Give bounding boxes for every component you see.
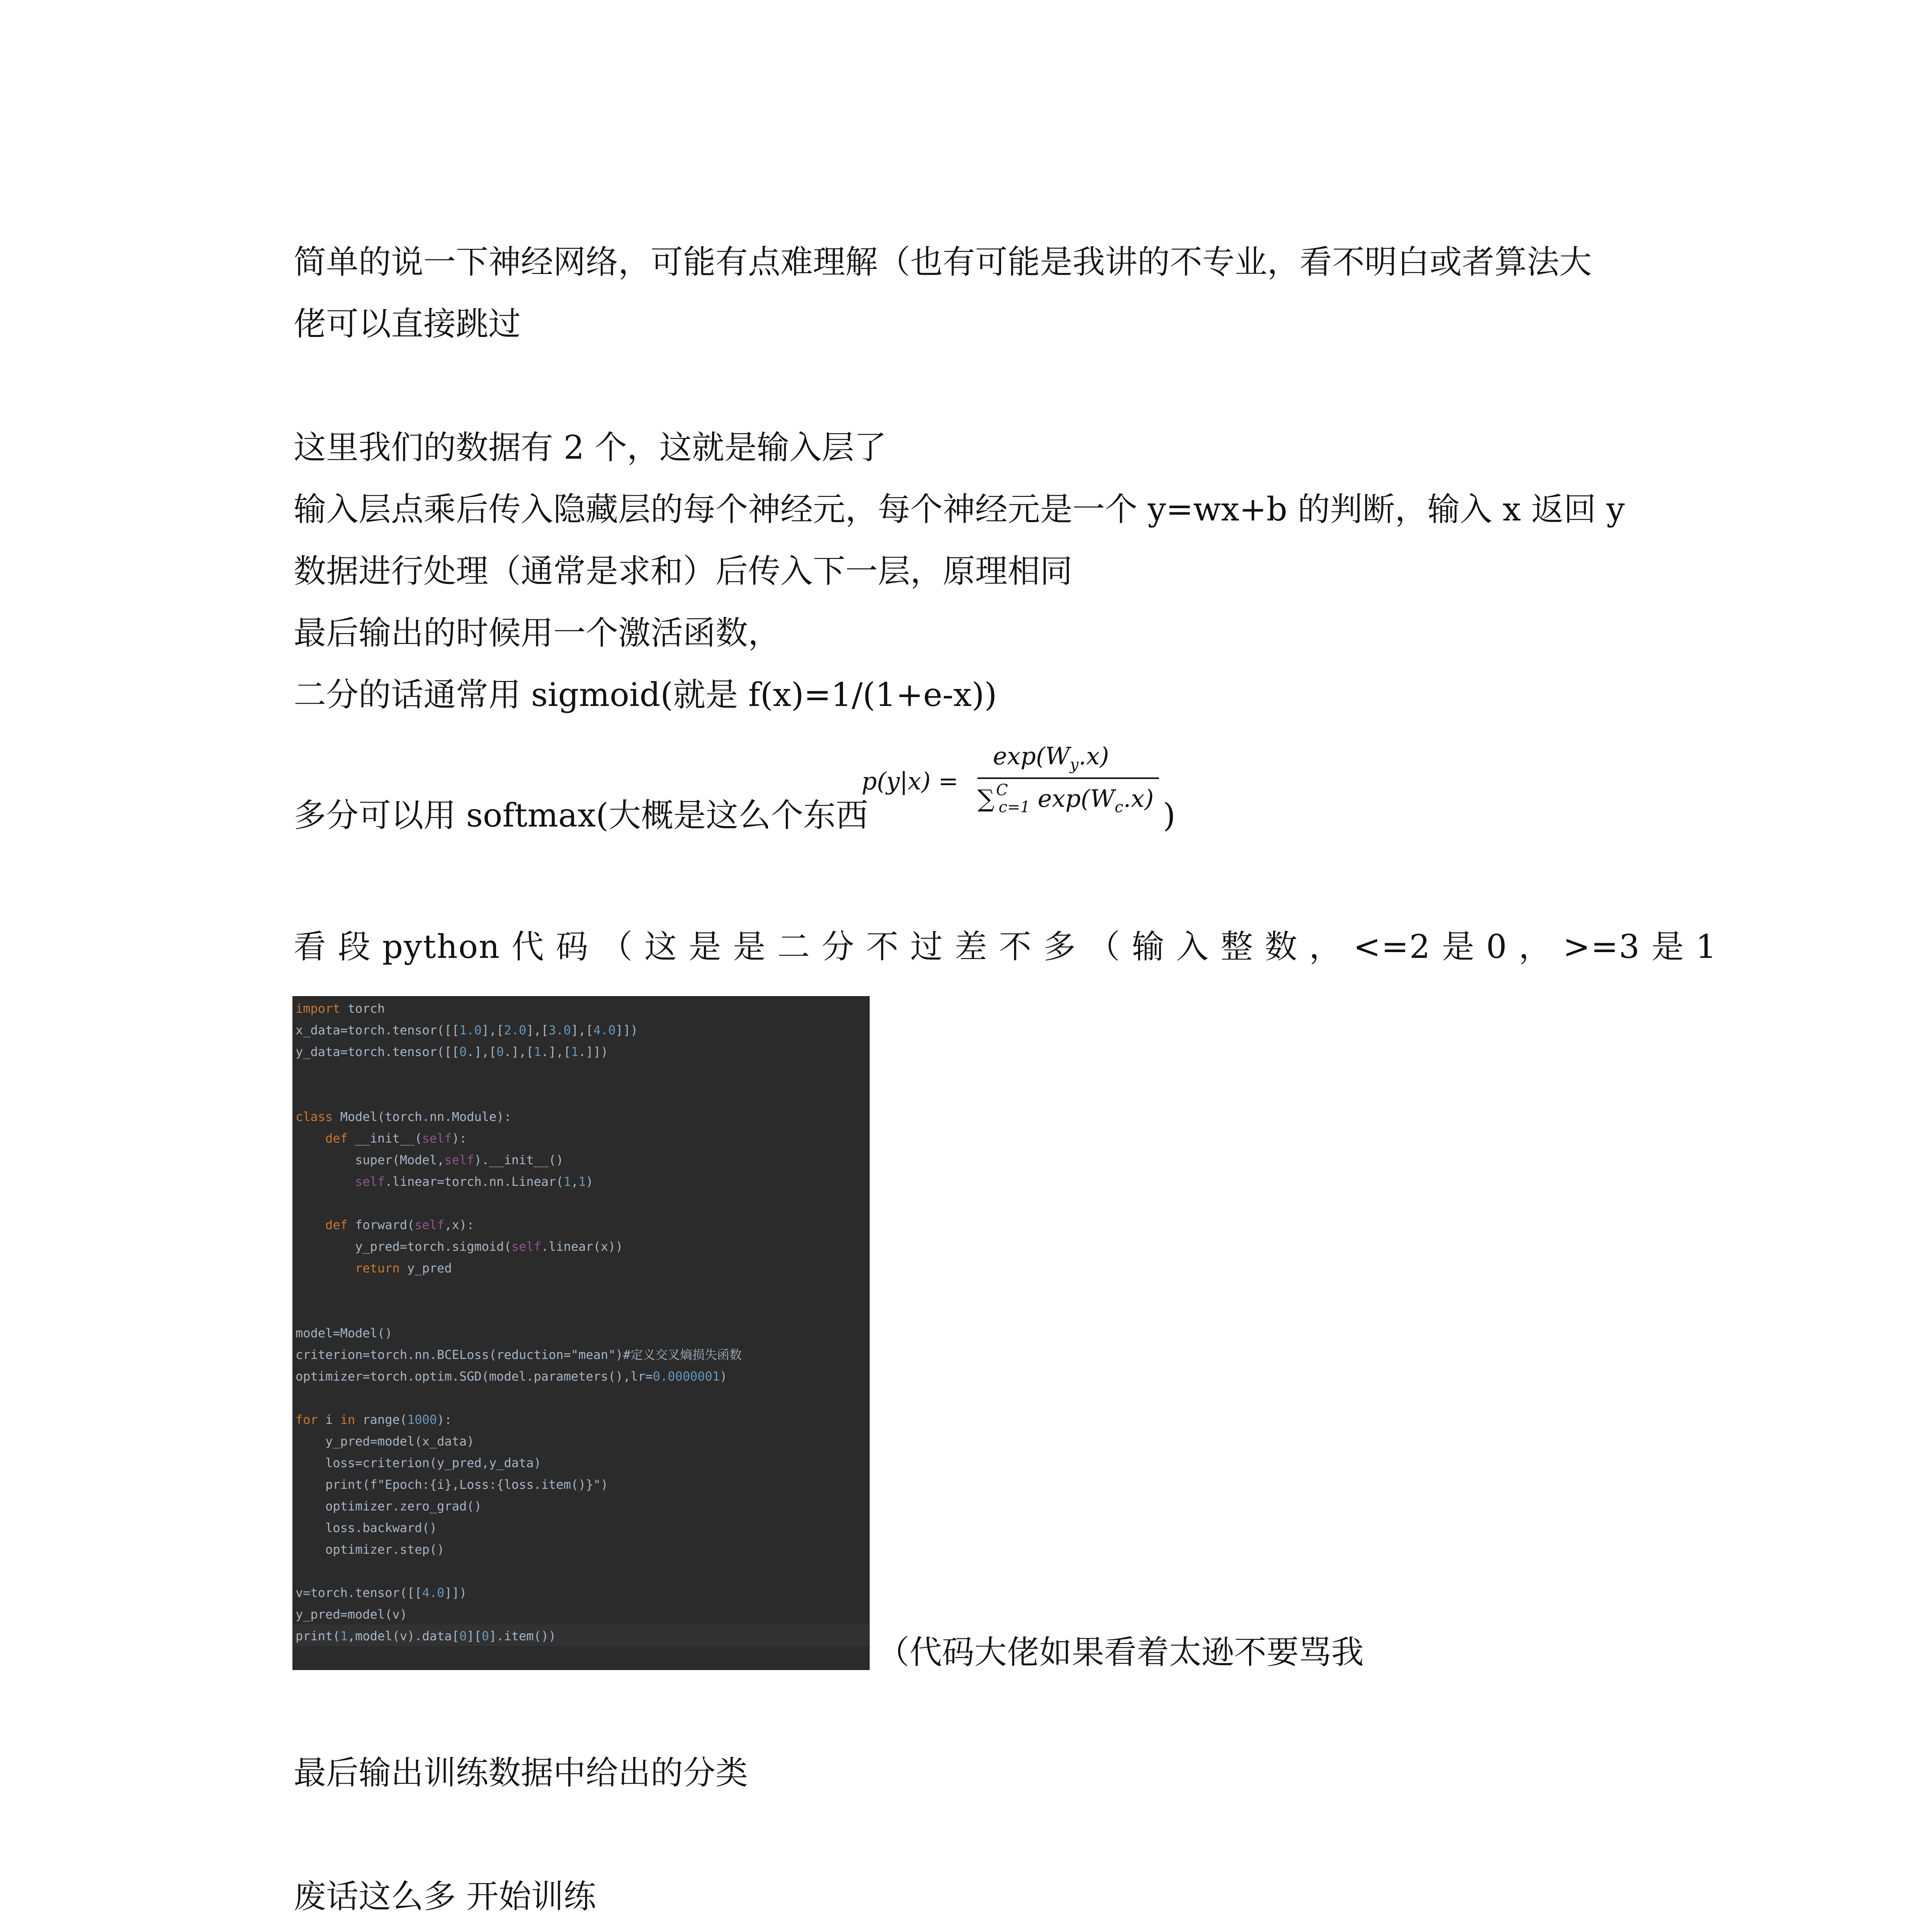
softmax-formula bbox=[862, 742, 1155, 838]
formula-den-sigma: ∑ bbox=[977, 784, 995, 813]
formula-denominator bbox=[977, 781, 1154, 816]
code-line: optimizer=torch.optim.SGD(model.parameters(),lr=0.0000001) bbox=[296, 1369, 727, 1384]
paragraph-activation: 最后输出的时候用一个激活函数， bbox=[294, 614, 781, 652]
formula-num-text: exp(W bbox=[993, 742, 1070, 770]
code-line: model=Model() bbox=[296, 1326, 393, 1340]
code-line: optimizer.step() bbox=[296, 1542, 445, 1557]
paragraph-output-class: 最后输出训练数据中给出的分类 bbox=[294, 1754, 748, 1792]
paragraph-python-intro: 看 段 python 代 码 （ 这 是 是 二 分 不 过 差 不 多 （ 输 入 整 数 ， <=2 是 0 ， >=3 是 1 bbox=[294, 928, 1717, 966]
code-line: y_pred=torch.sigmoid(self.linear(x)) bbox=[296, 1239, 623, 1254]
paragraph-hidden-layer-cont: 数据进行处理（通常是求和）后传入下一层，原理相同 bbox=[294, 552, 1073, 590]
code-line: loss=criterion(y_pred,y_data) bbox=[296, 1456, 541, 1470]
code-line: y_data=torch.tensor([[0.],[0.],[1.],[1.]]) bbox=[296, 1044, 608, 1059]
paragraph-input-layer: 这里我们的数据有 2 个，这就是输入层了 bbox=[294, 429, 887, 466]
formula-lhs: p(y|x) = bbox=[862, 767, 958, 795]
code-line: y_pred=model(x_data) bbox=[296, 1434, 474, 1449]
code-line: self.linear=torch.nn.Linear(1,1) bbox=[355, 1174, 593, 1189]
code-line: return y_pred bbox=[355, 1261, 452, 1276]
code-line: criterion=torch.nn.BCELoss(reduction="mean")#定义交叉熵损失函数 bbox=[296, 1347, 742, 1362]
code-line: x_data=torch.tensor([[1.0],[2.0],[3.0],[4.0]]) bbox=[296, 1023, 638, 1037]
code-line: def forward(self,x): bbox=[325, 1218, 474, 1232]
code-line: loss.backward() bbox=[296, 1520, 437, 1535]
formula-den-text: exp(W bbox=[1030, 784, 1115, 813]
code-line: super(Model,self).__init__() bbox=[296, 1153, 564, 1167]
code-screenshot bbox=[292, 996, 870, 1670]
code-line: for i in range(1000): bbox=[296, 1412, 452, 1427]
formula-num-end: .x) bbox=[1078, 742, 1109, 770]
formula-den-end: .x) bbox=[1123, 784, 1154, 813]
formula-den-sup: C bbox=[996, 781, 1008, 799]
code-line: class Model(torch.nn.Module): bbox=[296, 1109, 512, 1124]
paragraph-hidden-layer: 输入层点乘后传入隐藏层的每个神经元，每个神经元是一个 y=wx+b 的判断，输入 x 返回 y bbox=[294, 490, 1625, 528]
code-line: print(f"Epoch:{i},Loss:{loss.item()}") bbox=[296, 1477, 608, 1492]
code-line: v=torch.tensor([[4.0]]) bbox=[296, 1585, 467, 1600]
paragraph-sigmoid: 二分的话通常用 sigmoid(就是 f(x)=1/(1+e-x)) bbox=[294, 676, 997, 714]
formula-numerator bbox=[993, 742, 1109, 774]
code-line: optimizer.zero_grad() bbox=[296, 1499, 482, 1514]
paragraph-intro: 简单的说一下神经网络，可能有点难理解（也有可能是我讲的不专业，看不明白或者算法大 bbox=[294, 243, 1592, 281]
formula-fraction-bar bbox=[977, 777, 1159, 779]
paragraph-softmax: 多分可以用 softmax(大概是这么个东西 bbox=[294, 796, 868, 834]
paragraph-intro-cont: 佬可以直接跳过 bbox=[294, 305, 521, 343]
formula-den-sub2: c bbox=[1115, 798, 1123, 816]
paragraph-start-training: 废话这么多 开始训练 bbox=[294, 1878, 596, 1915]
formula-den-sub: c=1 bbox=[998, 798, 1030, 816]
code-line: def __init__(self): bbox=[325, 1131, 467, 1146]
code-line: import torch bbox=[296, 1001, 385, 1016]
code-line: y_pred=model(v) bbox=[296, 1607, 407, 1622]
paragraph-softmax-end: ) bbox=[1163, 796, 1176, 834]
formula-num-sub: y bbox=[1070, 756, 1079, 774]
code-line: print(1,model(v).data[0][0].item()) bbox=[296, 1629, 556, 1643]
code-caption: （代码大佬如果看着太逊不要骂我 bbox=[877, 1633, 1364, 1671]
